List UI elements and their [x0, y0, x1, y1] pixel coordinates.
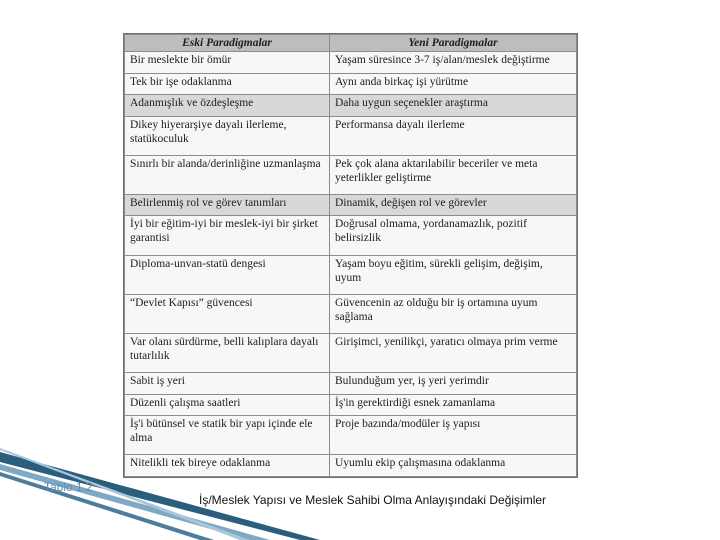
table-row [125, 255, 577, 294]
new-paradigm-cell: Uyumlu ekip çalışmasına odaklanma [330, 455, 577, 477]
table-row [125, 416, 577, 455]
new-paradigm-cell: Performansa dayalı ilerleme [330, 116, 577, 155]
table-row [125, 52, 577, 74]
table-body [125, 52, 577, 477]
table-row [125, 455, 577, 477]
table-row [125, 334, 577, 373]
old-paradigm-cell: Adanmışlık ve özdeşleşme [125, 95, 330, 117]
new-paradigm-cell: Pek çok alana aktarılabilir beceriler ve meta yeterlikler geliştirme [330, 155, 577, 194]
old-paradigm-cell: Nitelikli tek bireye odaklanma [125, 455, 330, 477]
table-row [125, 95, 577, 117]
paradigm-table-container [123, 33, 578, 478]
new-paradigm-cell: Bulunduğum yer, iş yeri yerimdir [330, 373, 577, 395]
old-paradigm-cell: Dikey hiyerarşiye dayalı ilerleme, statükoculuk [125, 116, 330, 155]
new-paradigm-cell: Daha uygun seçenekler araştırma [330, 95, 577, 117]
table-row [125, 394, 577, 416]
old-paradigm-cell: İyi bir eğitim-iyi bir meslek-iyi bir şirket garantisi [125, 216, 330, 255]
new-paradigm-cell: Yaşam süresince 3-7 iş/alan/meslek değiştirme [330, 52, 577, 74]
old-paradigm-cell: Düzenli çalışma saatleri [125, 394, 330, 416]
old-paradigm-cell: Diploma-unvan-statü dengesi [125, 255, 330, 294]
new-paradigm-cell: Güvencenin az olduğu bir iş ortamına uyum sağlama [330, 294, 577, 333]
old-paradigm-cell: Tek bir işe odaklanma [125, 73, 330, 95]
old-paradigm-cell: Sınırlı bir alanda/derinliğine uzmanlaşma [125, 155, 330, 194]
table-row [125, 373, 577, 395]
old-paradigm-cell: Belirlenmiş rol ve görev tanımları [125, 194, 330, 216]
table-row [125, 294, 577, 333]
old-paradigm-cell: İş'i bütünsel ve statik bir yapı içinde ele alma [125, 416, 330, 455]
table-row [125, 73, 577, 95]
paradigm-table [124, 34, 577, 477]
new-paradigm-cell: Girişimci, yenilikçi, yaratıcı olmaya prim verme [330, 334, 577, 373]
new-paradigm-cell: Proje bazında/modüler iş yapısı [330, 416, 577, 455]
table-row [125, 194, 577, 216]
table-caption: İş/Meslek Yapısı ve Meslek Sahibi Olma Anlayışındaki Değişimler [199, 493, 547, 507]
old-paradigm-cell: Var olanı sürdürme, belli kalıplara dayalı tutarlılık [125, 334, 330, 373]
old-paradigm-cell: Bir meslekte bir ömür [125, 52, 330, 74]
header-old-paradigms: Eski Paradigmalar [125, 35, 330, 52]
old-paradigm-cell: Sabit iş yeri [125, 373, 330, 395]
new-paradigm-cell: İş'in gerektirdiği esnek zamanlama [330, 394, 577, 416]
new-paradigm-cell: Doğrusal olmama, yordanamazlık, pozitif belirsizlik [330, 216, 577, 255]
header-new-paradigms: Yeni Paradigmalar [330, 35, 577, 52]
table-row [125, 116, 577, 155]
new-paradigm-cell: Dinamik, değişen rol ve görevler [330, 194, 577, 216]
table-row [125, 155, 577, 194]
table-row [125, 216, 577, 255]
old-paradigm-cell: “Devlet Kapısı” güvencesi [125, 294, 330, 333]
new-paradigm-cell: Yaşam boyu eğitim, sürekli gelişim, değişim, uyum [330, 255, 577, 294]
table-number-label: Tablo 1.2 [44, 480, 93, 494]
table-header-row [125, 35, 577, 52]
new-paradigm-cell: Aynı anda birkaç işi yürütme [330, 73, 577, 95]
